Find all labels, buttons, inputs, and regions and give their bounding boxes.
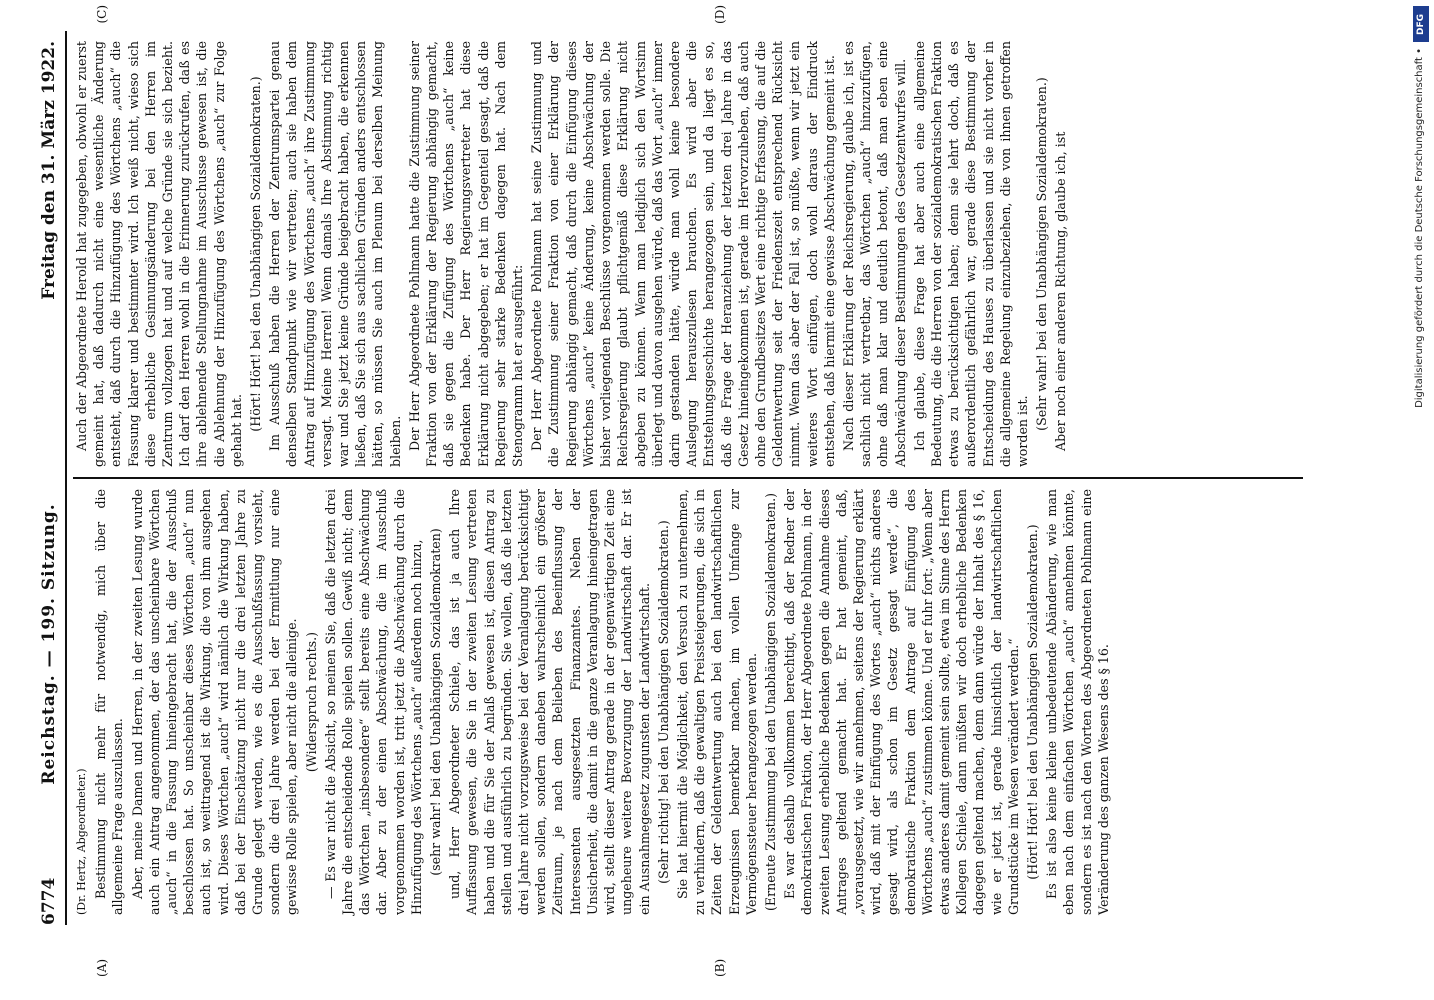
page-header xyxy=(39,31,67,925)
interjection: (Hört! Hört! bei den Unabhängigen Sozialdemokraten.) xyxy=(1024,524,1040,880)
left-column xyxy=(73,479,1303,925)
digitization-note: Digitalisierung gefördert durch die Deutsche Forschungsgemeinschaft • xyxy=(1414,48,1425,408)
right-column xyxy=(73,31,1303,477)
digitization-stamp xyxy=(1412,6,1430,594)
page-title: Reichstag. — 199. Sitzung. xyxy=(39,503,59,785)
dfg-logo: DFG xyxy=(1413,6,1429,42)
speaker-note: (Dr. Hertz, Abgeordneter.) xyxy=(75,768,88,915)
column-divider xyxy=(73,477,1303,479)
interjection: (Widerspruch rechts.) xyxy=(303,631,319,773)
paragraph: Es war deshalb vollkommen berechtigt, daß der Redner der demokratischen Fraktion, der Herr Abgeordnete Pohlmann, in der zweiten Lesung erhebliche Bedenken gegen die Annahme dieses Antrages geltend gemacht hat. Er hat gemeint, daß, „vorausgesetzt, wie wir annehmen, seitens der Regierung erklärt wird, daß mit der Einfügung des Wortes „auch“ nichts anderes gesagt wird, als schon im Gesetz gesagt werde“, die demokratische Fraktion dem Antrage auf Einfügung des Wörtchens „auch“ zustimmen könne. Und er fuhr fort: „Wenn aber etwas anderes damit gemeint sein sollte, etwa im Sinne des Herrn Kollegen Schiele, dann müßten wir doch erhebliche Bedenken dagegen geltend machen, denn dann würde der Inhalt des § 16, wie er jetzt ist, gerade hinsichtlich der landwirtschaftlichen Grundstücke im Wesen verändert werden.“ xyxy=(782,489,1021,915)
margin-mark-b: (B) xyxy=(713,958,727,977)
paragraph: Aber, meine Damen und Herren, in der zweiten Lesung wurde auch ein Antrag angenommen, der das unscheinbare Wörtchen „auch“ in die Fassung hineingebracht hat, die der Ausschuß beschlossen hat. So unscheinbar dieses Wörtchen „auch“ nun auch ist, so weittragend ist die Wirkung, die von ihm ausgehen wird. Dieses Wörtchen „auch“ wird nämlich die Wirkung haben, daß bei der Einschätzung nicht nur die drei letzten Jahre zu Grunde gelegt werden, wie es die Ausschußfassung vorsieht, sondern die drei Jahre werden bei der Ermittlung nur eine gewisse Rolle spielen, aber nicht die alleinige. xyxy=(129,489,300,915)
interjection: (Erneute Zustimmung bei den Unabhängigen Sozialdemokraten.) xyxy=(762,493,778,911)
page-date: Freitag den 31. März 1922. xyxy=(39,41,59,300)
paragraph: Sie hat hiermit die Möglichkeit, den Versuch zu unternehmen, zu verhindern, daß die gewaltigen Preissteigerungen, die sich in Zeiten der Geldentwertung auch bei den landwirtschaftlichen Erzeugnissen bemerkbar machen, im vollen Umfange zur Vermögenssteuer herangezogen werden. xyxy=(674,489,759,915)
paragraph: Bestimmung nicht mehr für notwendig, mich über die allgemeine Frage auszulassen. xyxy=(93,489,126,915)
paragraph: Es ist also keine kleine unbedeutende Abänderung, wie man eben nach dem einfachen Wörtchen „auch“ annehmen könnte, sondern es ist nach den Worten des Abgeordneten Pohlmann eine Veränderung des ganzen Wesens des § 16. xyxy=(1044,489,1111,915)
page-number: 6774 xyxy=(39,877,59,925)
interjection: (Sehr richtig! bei den Unabhängigen Sozialdemokraten.) xyxy=(655,520,671,884)
paragraph: Aber noch einer anderen Richtung, glaube ich, ist xyxy=(1053,131,1069,451)
paragraph: und, Herr Abgeordneter Schiele, das ist ja auch Ihre Auffassung gewesen, die Sie in der zweiten Lesung vertreten haben und die für Sie der Anlaß gewesen ist, diesen Antrag zu stellen und ausführlich zu begründen. Sie wollen, daß die letzten drei Jahre nicht vorzugsweise bei der Veranlagung berücksichtigt werden sollen, sondern daneben wahrscheinlich ein größerer Zeitraum, je nach dem Belieben des Beeinflussung der Interessenten ausgesetzten Finanzamtes. Neben der Unsicherheit, die damit in die ganze Veranlagung hineingetragen wird, stellt dieser Antrag gerade in der gegenwärtigen Zeit eine ungeheure weitere Bevorzugung der Landwirtschaft dar. Er ist ein Ausnahmegesetz zugunsten der Landwirtschaft. xyxy=(447,489,652,915)
paragraph: Ich glaube, diese Frage hat aber auch eine allgemeine Bedeutung, die die Herren von der sozialdemokratischen Fraktion etwas zu berücksichtigen haben; denn sie lehrt doch, daß es außerordentlich gefährlich war, gerade diese Bestimmung der Entscheidung des Hauses zu überlassen und sie nicht vorher in die allgemeine Regelung einzubeziehen, die von ihnen getroffen worden ist. xyxy=(911,41,1030,467)
interjection: (sehr wahr! bei den Unabhängigen Sozialdemokraten) xyxy=(428,528,444,876)
paragraph: Nach dieser Erklärung der Reichsregierung, glaube ich, ist es sachlich nicht vertretbar, das Wörtchen „auch“ hinzuzufügen, ohne daß man klar und deutlich betont, daß man eben eine Abschwächung dieser Bestimmungen des Gesetzentwurfes will. xyxy=(840,41,908,467)
paragraph: — Es war nicht die Absicht, so meinen Sie, daß die letzten drei Jahre die entscheidende Rolle spielen sollen. Gewiß nicht; denn das Wörtchen „insbesondere“ stellt bereits eine Abschwächung dar. Aber zu der einen Abschwächung, die im Ausschuß vorgenommen worden ist, tritt jetzt die Abschwächung durch die Hinzufügung des Wörtchens „auch“ außerdem noch hinzu, xyxy=(322,489,424,915)
margin-mark-d: (D) xyxy=(713,5,727,24)
margin-mark-c: (C) xyxy=(95,5,109,24)
paragraph: Im Ausschuß haben die Herren der Zentrumspartei genau denselben Standpunkt wie wir vertreten; auch sie haben dem Antrag auf Hinzufügung des Wörtchens „auch“ ihre Zustimmung versagt. Meine Herren! Wenn damals Ihre Abstimmung richtig war und Sie jetzt keine Gründe beigebracht haben, die erkennen ließen, daß Sie sich aus sachlichen Gründen anders entschlossen hätten, so müssen Sie auch im Plenum bei derselben Meinung bleiben. xyxy=(267,41,403,467)
margin-mark-a: (A) xyxy=(95,958,109,977)
text-columns xyxy=(73,5,1303,977)
interjection: (Hört! Hört! bei den Unabhängigen Sozialdemokraten.) xyxy=(248,76,264,432)
paragraph: Der Herr Abgeordnete Pohlmann hatte die Zustimmung seiner Fraktion von der Erklärung der Regierung abhängig gemacht, daß sie gegen die Zufügung des Wörtchens „auch“ keine Bedenken habe. Der Herr Regierungsvertreter hat diese Erklärung nicht abgegeben; er hat im Gegenteil gesagt, daß die Regierung sehr starke Bedenken dagegen hat. Nach dem Stenogramm hat er ausgeführt: xyxy=(406,41,526,467)
quotation: Der Herr Abgeordnete Pohlmann hat seine Zustimmung und die Zustimmung seiner Fraktion von einer Erklärung der Regierung abhängig gemacht, daß durch die Einfügung dieses Wörtchens „auch“ keine Änderung, keine Abschwächung der bisher vorliegenden Beschlüsse vorgenommen werden solle. Die Reichsregierung glaubt pflichtgemäß diese Erklärung nicht abgeben zu können. Wenn man lediglich sich den Wortsinn überlegt und davon ausgehen würde, daß das Wort „auch“ immer darin gestanden hätte, würde man wohl keine besondere Auslegung herauszulesen brauchen. Es wird aber die Entstehungsgeschichte herangezogen sein, und da liegt es so, daß die Frage der Heranziehung der letzten drei Jahre in das Gesetz hineingekommen ist, gerade im Hervorzuheben, daß auch ohne den Grundbesitzes Wert eine richtige Erfassung, die auf die Geldentwertung seit der Friedenszeit entsprechend Rücksicht nimmt. Wenn das aber der Fall ist, so müßte, wenn wir jetzt ein weiteres Wort einfügen, doch wohl daraus der Eindruck entstehen, daß hiermit eine gewisse Abschwächung gemeint ist. xyxy=(529,41,837,467)
paragraph: Auch der Abgeordnete Herold hat zugegeben, obwohl er zuerst gemeint hat, daß dadurch nicht eine wesentliche Änderung entsteht, daß durch die Hinzufügung des Wörtchens „auch“ die Fassung klarer und bestimmter wird. Ich weiß nicht, wieso sich diese erhebliche Gesinnungsänderung bei den Herren im Zentrum vollzogen hat und auf welche Gründe sie sich bezieht. Ich darf den Herren wohl in die Erinnerung zurückrufen, daß es ihre ablehnende Stellungnahme im Ausschusse gewesen ist, die die Ablehnung der Hinzufügung des Wörtchens „auch“ zur Folge gehabt hat. xyxy=(74,41,244,467)
interjection: (Sehr wahr! bei den Unabhängigen Sozialdemokraten.) xyxy=(1034,77,1050,431)
document-page xyxy=(17,5,1337,995)
